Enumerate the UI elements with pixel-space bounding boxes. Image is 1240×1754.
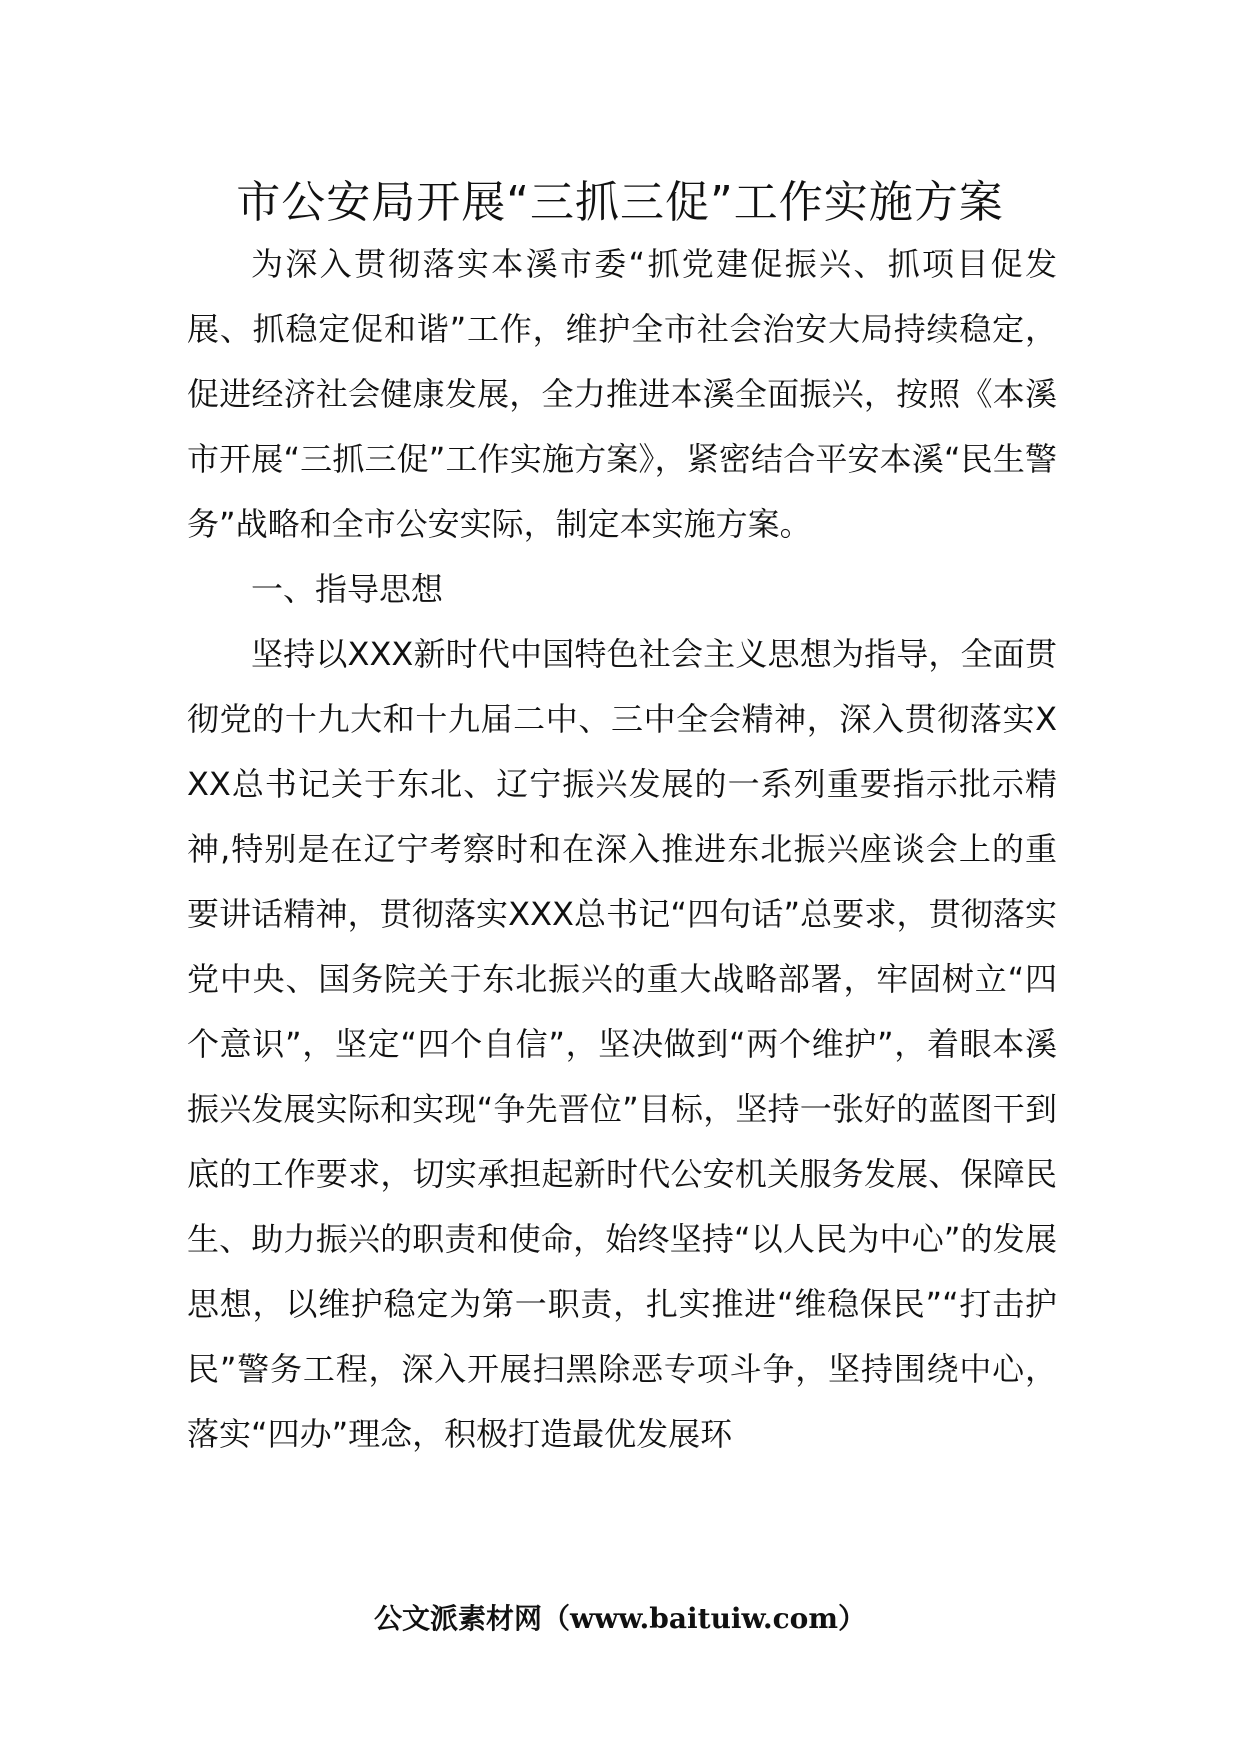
document-title: 市公安局开展“三抓三促”工作实施方案 (236, 177, 1004, 228)
guiding-thought-paragraph: 坚持以XXX新时代中国特色社会主义思想为指导，全面贯彻党的十九大和十九届二中、三中全会精神，深入贯彻落实XXX总书记关于东北、辽宁振兴发展的一系列重要指示批示精神,特别是在辽宁考察时和在深入推进东北振兴座谈会上的重要讲话精神，贯彻落实XXX总书记“四句话”总要求，贯彻落实党中央、国务院关于东北振兴的重大战略部署，牢固树立“四个意识”，坚定“四个自信”，坚决做到“两个维护”，着眼本溪振兴发展实际和实现“争先晋位”目标，坚持一张好的蓝图干到底的工作要求，切实承担起新时代公安机关服务发展、保障民生、助力振兴的职责和使命，始终坚持“以人民为中心”的发展思想，以维护稳定为第一职责，扎实推进“维稳保民”“打击护民”警务工程，深入开展扫黑除恶专项斗争，坚持围绕中心，落实“四办”理念，积极打造最优发展环 (187, 635, 1057, 1453)
watermark-footer: 公文派素材网（www.baituiw.com） (374, 1602, 866, 1635)
intro-paragraph: 为深入贯彻落实本溪市委“抓党建促振兴、抓项目促发展、抓稳定促和谐”工作，维护全市社会治安大局持续稳定，促进经济社会健康发展，全力推进本溪全面振兴，按照《本溪市开展“三抓三促”工作实施方案》，紧密结合平安本溪“民生警务”战略和全市公安实际，制定本实施方案。 (187, 245, 1057, 543)
section-heading: 一、指导思想 (251, 570, 444, 608)
document-body (187, 232, 1057, 1467)
